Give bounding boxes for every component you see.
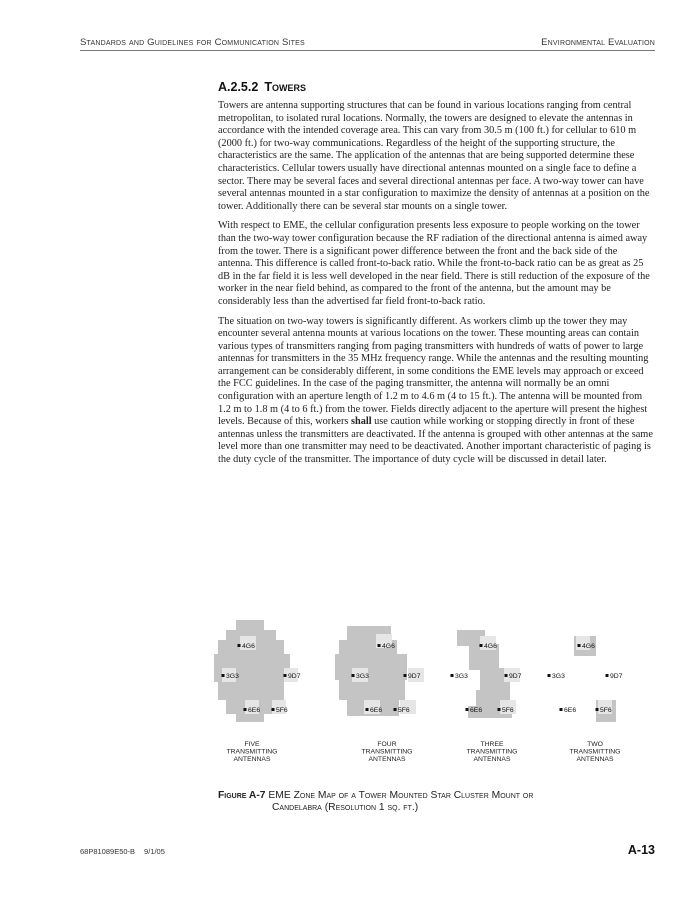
antenna-label: 9D7 [509, 673, 522, 681]
antenna-marker-icon [498, 708, 501, 711]
antenna-label: 6E6 [248, 707, 261, 715]
paragraph-3-emphasis: shall [350, 416, 372, 428]
antenna-marker-icon [596, 708, 599, 711]
antenna-label: 5F6 [276, 707, 288, 715]
antenna-marker-icon [272, 708, 275, 711]
antenna-label: 5F6 [600, 707, 612, 715]
zone-panel-1 [214, 620, 301, 763]
antenna-marker-icon [378, 644, 381, 647]
panel-caption-line: FIVE [244, 741, 260, 748]
section-title: Towers [264, 80, 306, 94]
paragraph-1: Towers are antenna supporting structures that can be found in various locations ranging from central metropolitan, to isolated rural locations. Normally, the towers are designed to elevate the antennas in accordance with the intended coverage area. This can vary from 30.5 m (100 ft.) for cellular to 610 m (2000 ft.) for two-way communications. Regardless of the height of the supporting structure, the characteristics are the same. The application of the antennas that are being supported determine these characteristics. Cellular towers usually have directional antennas mounted on a single face to define a sector. There may be several faces and several directional antennas per face. A two-way tower can have several antennas mounted in a star configuration to maximize the density of antennas at a position on the tower. Additionally there can be several star mounts on a single tower. [218, 100, 650, 212]
paragraph-3-part-2: use caution while working or stopping directly in front of these antennas unless the transmitters are deactivated. If the antenna is grouped with other antennas at the same level more than one transmitter may need to be deactivated. Another important characteristic of paging is the duty cycle of the transmitter. The importance of duty cycle will be discussed in detail later. [218, 416, 653, 466]
panel-caption-line: TRANSMITTING [466, 748, 518, 756]
antenna-marker-icon [606, 674, 609, 677]
antenna-label: 3G3 [226, 673, 239, 681]
antenna-label: 3G3 [552, 673, 565, 681]
footer-date: 9/1/05 [144, 847, 165, 856]
antenna-marker-icon [352, 674, 355, 677]
section-heading [218, 80, 306, 94]
antenna-marker-icon [578, 644, 581, 647]
antenna-label: 9D7 [288, 673, 301, 681]
antenna-marker-icon [505, 674, 508, 677]
antenna-marker-icon [366, 708, 369, 711]
antenna-marker-icon [466, 708, 469, 711]
panel-caption-line: ANTENNAS [368, 756, 406, 763]
antenna-label: 4G6 [582, 643, 595, 651]
running-header-right: Environmental Evaluation [541, 37, 655, 48]
antenna-marker-icon [404, 674, 407, 677]
panel-caption-line: ANTENNAS [576, 756, 614, 763]
footer-doc-id: 68P81089E50-B [80, 847, 136, 856]
antenna-label: 4G6 [382, 643, 395, 651]
antenna-label: 4G6 [484, 643, 497, 651]
figure-caption-label: Figure A-7 [218, 790, 266, 801]
section-number: A.2.5.2 [218, 80, 259, 94]
zone-panel-3 [451, 630, 522, 763]
paragraph-3-part-1: The situation on two-way towers is significantly different. As workers climb up the tower they may encounter several antenna mounts at various locations on the tower. These mounting areas can contain various types of transmitters ranging from paging transmitters with hundreds of watts of power to large antennas for transmitters in the 35 MHz frequency range. While the antennas and the resulting mounting arrangement can be considerably different, in some conditions the EME levels may approach or exceed the FCC guidelines. In the case of the paging transmitter, the antenna will normally be an omni configuration with an aperture length of 1.2 m to 4.6 m (4 to 15 ft.). The antenna will be mounted from 1.2 m to 1.8 m (4 to 6 ft.) from the tower. Fields directly adjacent to the aperture will present the highest levels. Because of this, workers [218, 315, 649, 428]
body-text [218, 100, 654, 474]
antenna-label: 3G3 [356, 673, 369, 681]
panel-caption-line: TWO [587, 741, 603, 748]
antenna-label: 5F6 [502, 707, 514, 715]
antenna-marker-icon [548, 674, 551, 677]
antenna-label: 3G3 [455, 673, 468, 681]
figure-caption-line-2: Candelabra (Resolution 1 sq. ft.) [272, 802, 419, 813]
panel-caption-line: TRANSMITTING [361, 748, 413, 756]
eme-zone-region [335, 654, 407, 680]
antenna-marker-icon [394, 708, 397, 711]
panel-caption-line: ANTENNAS [473, 756, 511, 763]
eme-zone-region [236, 714, 264, 722]
antenna-label: 9D7 [408, 673, 421, 681]
running-header-left: Standards and Guidelines for Communication Sites [80, 37, 305, 48]
antenna-marker-icon [560, 708, 563, 711]
antenna-marker-icon [244, 708, 247, 711]
figure-caption [218, 790, 648, 814]
antenna-label: 6E6 [564, 707, 577, 715]
eme-zone-region [339, 680, 405, 700]
antenna-marker-icon [451, 674, 454, 677]
paragraph-3 [218, 316, 654, 467]
footer-left [80, 847, 174, 856]
header-rule [80, 50, 655, 51]
antenna-label: 5F6 [398, 707, 410, 715]
panel-caption-line: FOUR [377, 741, 397, 748]
antenna-marker-icon [222, 674, 225, 677]
eme-zone-map-figure [212, 618, 662, 768]
antenna-marker-icon [238, 644, 241, 647]
panel-caption-line: TRANSMITTING [569, 748, 621, 756]
zone-panel-4 [548, 636, 623, 763]
antenna-label: 6E6 [370, 707, 383, 715]
antenna-marker-icon [480, 644, 483, 647]
antenna-label: 6E6 [470, 707, 483, 715]
antenna-label: 4G6 [242, 643, 255, 651]
panel-caption-line: THREE [480, 741, 504, 748]
panel-caption-line: TRANSMITTING [226, 748, 278, 756]
figure-caption-line-1: EME Zone Map of a Tower Mounted Star Cluster Mount or [268, 790, 534, 801]
page-number: A-13 [627, 843, 655, 857]
antenna-label: 9D7 [610, 673, 623, 681]
eme-zone-region [218, 682, 284, 700]
antenna-marker-icon [284, 674, 287, 677]
zone-panel-2 [335, 626, 424, 763]
paragraph-2: With respect to EME, the cellular configuration presents less exposure to people working on the tower than the two-way tower configuration because the RF radiation of the directional antenna is aimed away from the tower. There is a significant power difference between the front and the back side of the antenna. This difference is called front-to-back ratio. While the front-to-back ratio can be as great as 25 dB in the far field it is less well developed in the near field. There is still reduction of the exposure of the worker in the near field behind, as compared to the front of the antenna, but the amount may be considerably less than the advertised far field front-to-back ratio. [218, 220, 650, 307]
panel-caption-line: ANTENNAS [233, 756, 271, 763]
